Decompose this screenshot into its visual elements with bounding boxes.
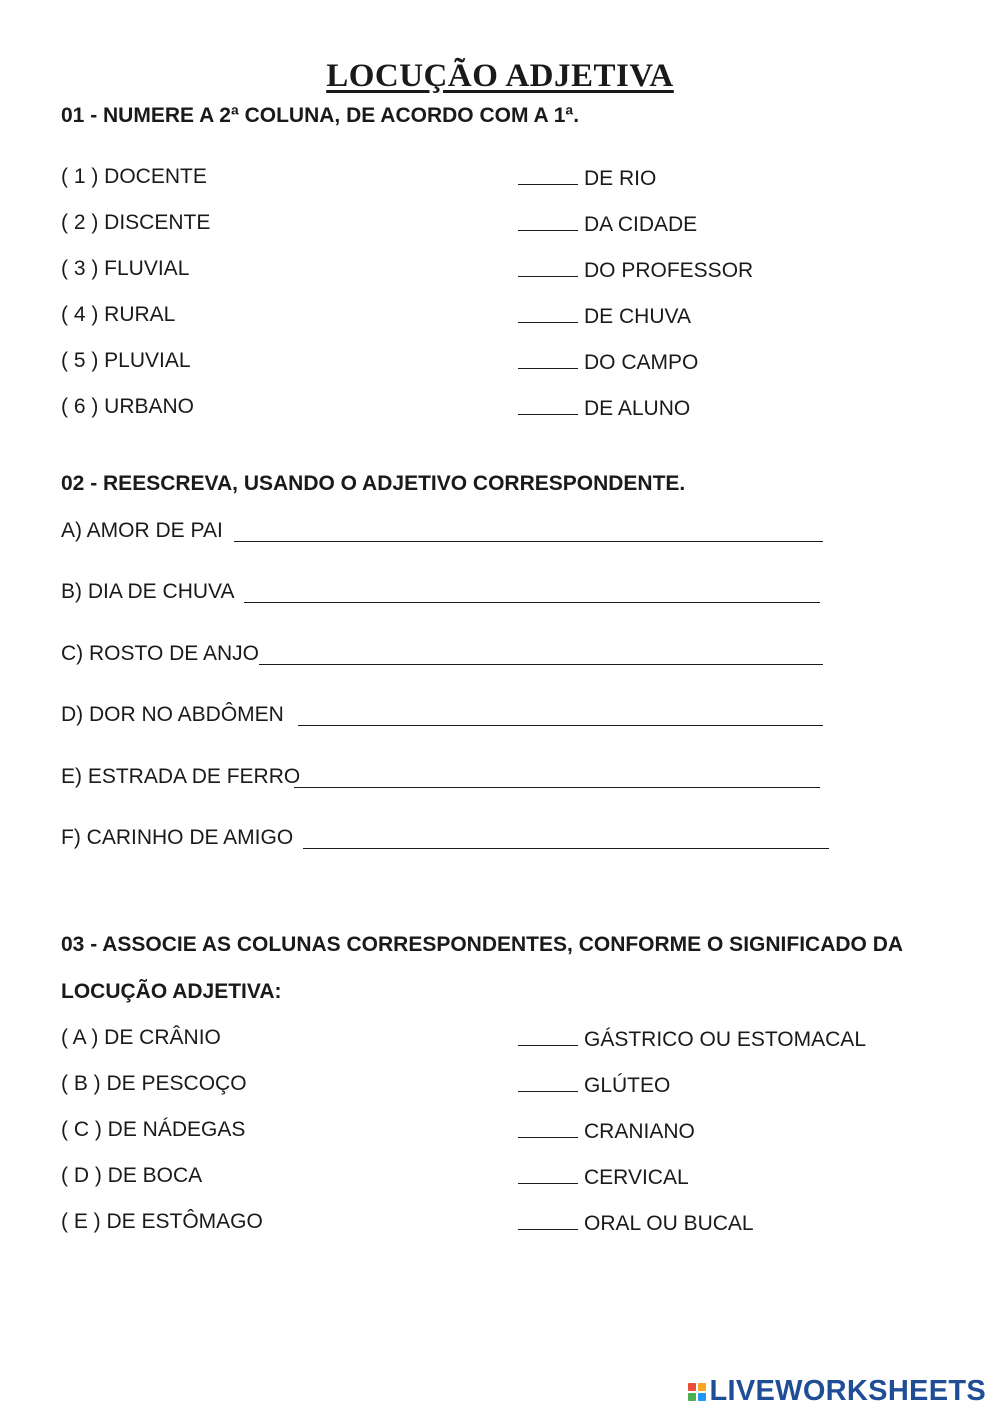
- q1-right-label: DO CAMPO: [584, 351, 699, 374]
- q2-item-label: D) DOR NO ABDÔMEN: [61, 703, 284, 726]
- answer-blank[interactable]: [518, 349, 578, 369]
- answer-blank[interactable]: [518, 1118, 578, 1138]
- q3-left-item: ( A ) DE CRÂNIO: [61, 1026, 221, 1049]
- q2-item-label: F) CARINHO DE AMIGO: [61, 826, 294, 849]
- logo-square: [698, 1383, 706, 1391]
- q1-right-label: DE CHUVA: [584, 305, 691, 328]
- answer-blank[interactable]: [518, 303, 578, 323]
- q2-item-label: B) DIA DE CHUVA: [61, 580, 235, 603]
- answer-line[interactable]: [294, 787, 820, 788]
- q3-right-item: [518, 1026, 866, 1052]
- answer-line[interactable]: [259, 664, 823, 665]
- liveworksheets-logo: [688, 1375, 987, 1408]
- q2-item-label: C) ROSTO DE ANJO: [61, 642, 259, 665]
- answer-blank[interactable]: [518, 165, 578, 185]
- q1-right-item: [518, 257, 753, 283]
- answer-blank[interactable]: [518, 1164, 578, 1184]
- q2-item-label: A) AMOR DE PAI: [61, 519, 223, 542]
- q3-left-item: ( C ) DE NÁDEGAS: [61, 1118, 246, 1141]
- q1-left-item: ( 5 ) PLUVIAL: [61, 349, 191, 372]
- answer-blank[interactable]: [518, 395, 578, 415]
- q1-left-item: ( 2 ) DISCENTE: [61, 211, 211, 234]
- q3-heading-line1: 03 - ASSOCIE AS COLUNAS CORRESPONDENTES, CONFORME O SIGNIFICADO DA: [61, 933, 904, 956]
- q1-right-label: DE ALUNO: [584, 397, 691, 420]
- answer-line[interactable]: [234, 541, 823, 542]
- answer-line[interactable]: [303, 848, 829, 849]
- q1-left-item: ( 1 ) DOCENTE: [61, 165, 207, 188]
- q1-right-item: [518, 395, 690, 421]
- q3-left-item: ( E ) DE ESTÔMAGO: [61, 1210, 263, 1233]
- q3-right-item: [518, 1118, 695, 1144]
- q3-left-item: ( D ) DE BOCA: [61, 1164, 203, 1187]
- q1-right-label: DE RIO: [584, 167, 657, 190]
- q1-right-label: DO PROFESSOR: [584, 259, 754, 282]
- q1-left-item: ( 3 ) FLUVIAL: [61, 257, 190, 280]
- q1-right-item: [518, 349, 698, 375]
- answer-blank[interactable]: [518, 1026, 578, 1046]
- q1-heading: 01 - NUMERE A 2ª COLUNA, DE ACORDO COM A 1ª.: [61, 104, 580, 127]
- logo-square: [688, 1393, 696, 1401]
- q3-heading-line2: LOCUÇÃO ADJETIVA:: [61, 980, 282, 1003]
- q2-item-label: E) ESTRADA DE FERRO: [61, 765, 301, 788]
- logo-square: [688, 1383, 696, 1391]
- liveworksheets-logo-icon: [688, 1383, 706, 1401]
- logo-text: LIVEWORKSHEETS: [709, 1375, 986, 1407]
- q3-right-item: [518, 1210, 754, 1236]
- q1-left-item: ( 4 ) RURAL: [61, 303, 176, 326]
- q1-right-item: [518, 211, 697, 237]
- page-title: LOCUÇÃO ADJETIVA: [326, 58, 674, 94]
- answer-blank[interactable]: [518, 257, 578, 277]
- q3-right-label: GLÚTEO: [584, 1074, 671, 1097]
- q3-right-label: ORAL OU BUCAL: [584, 1212, 754, 1235]
- q1-right-item: [518, 165, 656, 191]
- q3-left-item: ( B ) DE PESCOÇO: [61, 1072, 247, 1095]
- q1-right-label: DA CIDADE: [584, 213, 698, 236]
- q3-right-label: CERVICAL: [584, 1166, 689, 1189]
- q3-right-label: GÁSTRICO OU ESTOMACAL: [584, 1028, 866, 1051]
- q3-right-label: CRANIANO: [584, 1120, 695, 1143]
- answer-blank[interactable]: [518, 1072, 578, 1092]
- q3-right-item: [518, 1164, 689, 1190]
- answer-blank[interactable]: [518, 211, 578, 231]
- q1-left-item: ( 6 ) URBANO: [61, 395, 195, 418]
- q2-heading: 02 - REESCREVA, USANDO O ADJETIVO CORRESPONDENTE.: [61, 472, 686, 495]
- answer-line[interactable]: [298, 725, 823, 726]
- answer-line[interactable]: [244, 602, 820, 603]
- logo-square: [698, 1393, 706, 1401]
- q1-right-item: [518, 303, 691, 329]
- q3-right-item: [518, 1072, 670, 1098]
- answer-blank[interactable]: [518, 1210, 578, 1230]
